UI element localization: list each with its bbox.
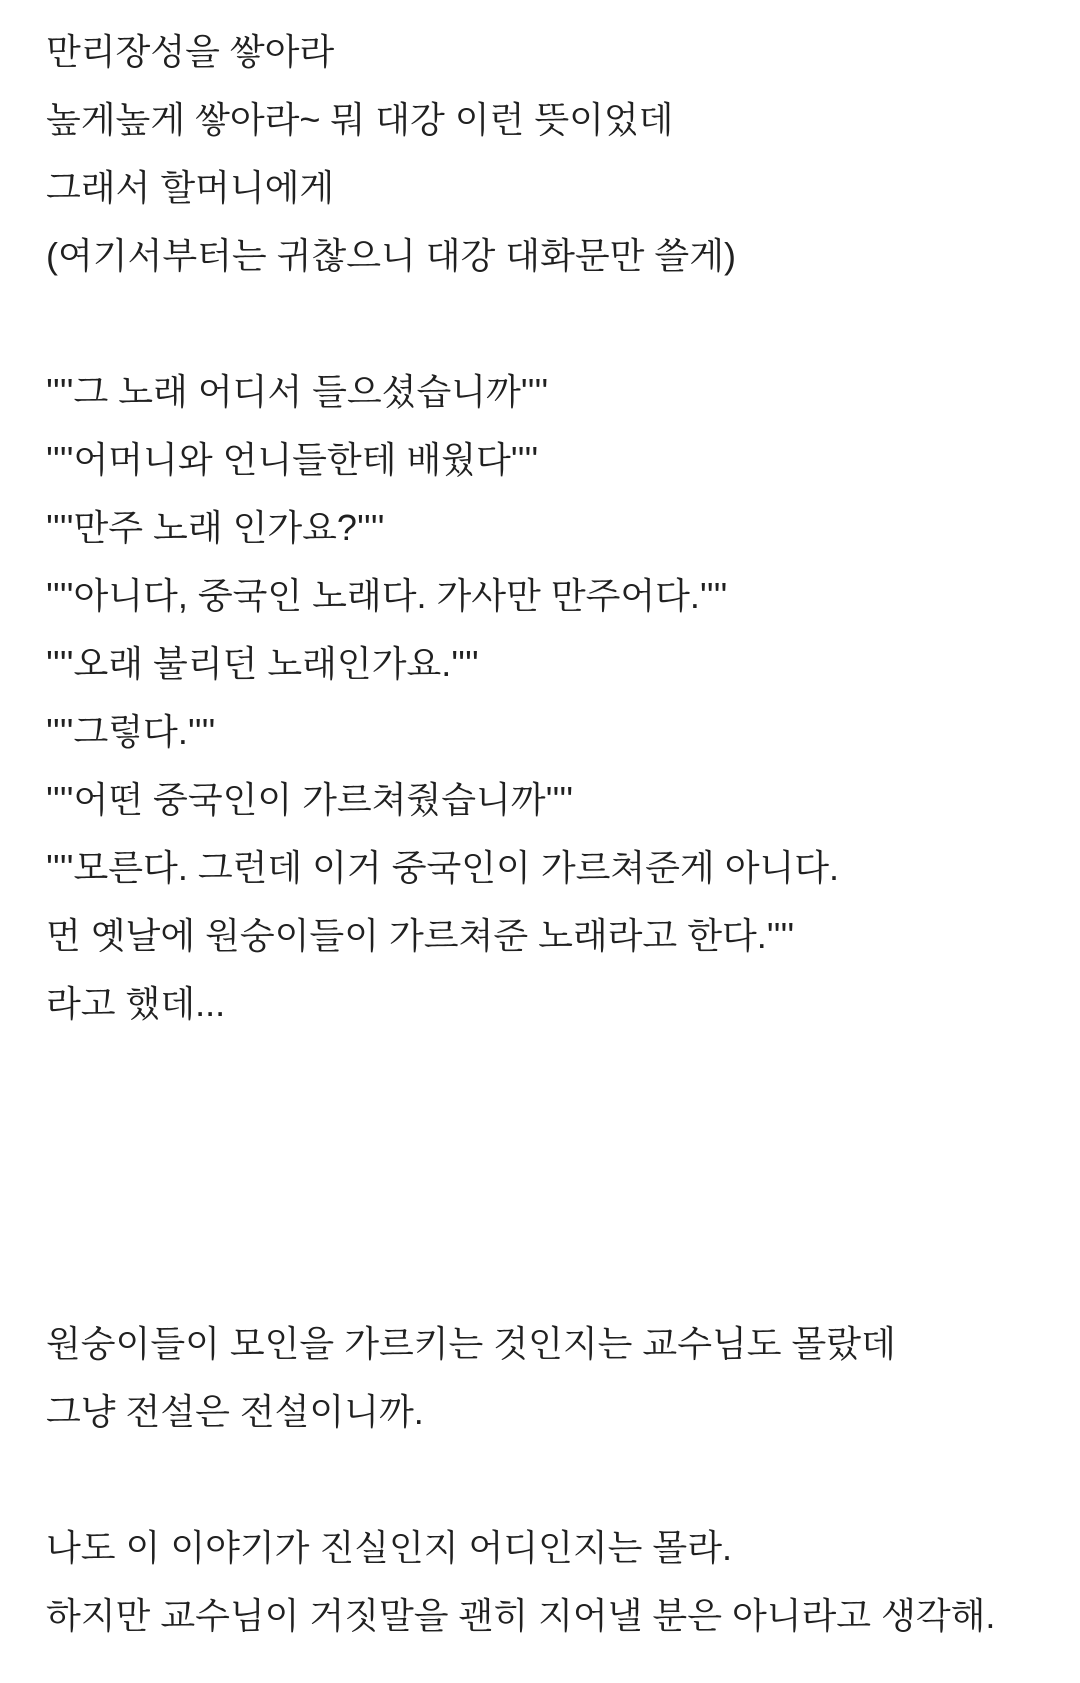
text-line: 그냥 전설은 전설이니까. xyxy=(46,1391,424,1432)
text-line: 하지만 교수님이 거짓말을 괜히 지어낼 분은 아니라고 생각해. xyxy=(46,1595,996,1636)
blank-line xyxy=(46,1106,1060,1174)
blank-line xyxy=(46,1446,1060,1514)
blank-line xyxy=(46,290,1060,358)
text-line: 높게높게 쌓아라~ 뭐 대강 이런 뜻이었데 xyxy=(46,99,674,140)
text-line: 그래서 할머니에게 xyxy=(46,167,335,208)
blank-line xyxy=(46,1038,1060,1106)
text-line: 라고 했데... xyxy=(46,983,226,1024)
blank-line xyxy=(46,1242,1060,1310)
dialogue-line: ''''아니다, 중국인 노래다. 가사만 만주어다.'''' xyxy=(46,575,728,616)
dialogue-line: 먼 옛날에 원숭이들이 가르쳐준 노래라고 한다.'''' xyxy=(46,915,795,956)
text-line: (여기서부터는 귀찮으니 대강 대화문만 쓸게) xyxy=(46,235,736,276)
dialogue-line: ''''모른다. 그런데 이거 중국인이 가르쳐준게 아니다. xyxy=(46,847,840,888)
dialogue-line: ''''오래 불리던 노래인가요.'''' xyxy=(46,643,479,684)
text-line: 만리장성을 쌓아라 xyxy=(46,31,335,72)
dialogue-line: ''''만주 노래 인가요?'''' xyxy=(46,507,385,548)
dialogue-line: ''''그렇다.'''' xyxy=(46,711,216,752)
blank-line xyxy=(46,1174,1060,1242)
text-line: 원숭이들이 모인을 가르키는 것인지는 교수님도 몰랐데 xyxy=(46,1323,896,1364)
text-line: 나도 이 이야기가 진실인지 어디인지는 몰라. xyxy=(46,1527,732,1568)
dialogue-line: ''''어머니와 언니들한테 배웠다'''' xyxy=(46,439,539,480)
dialogue-line: ''''그 노래 어디서 들으셨습니까'''' xyxy=(46,371,549,412)
dialogue-line: ''''어떤 중국인이 가르쳐줬습니까'''' xyxy=(46,779,574,820)
